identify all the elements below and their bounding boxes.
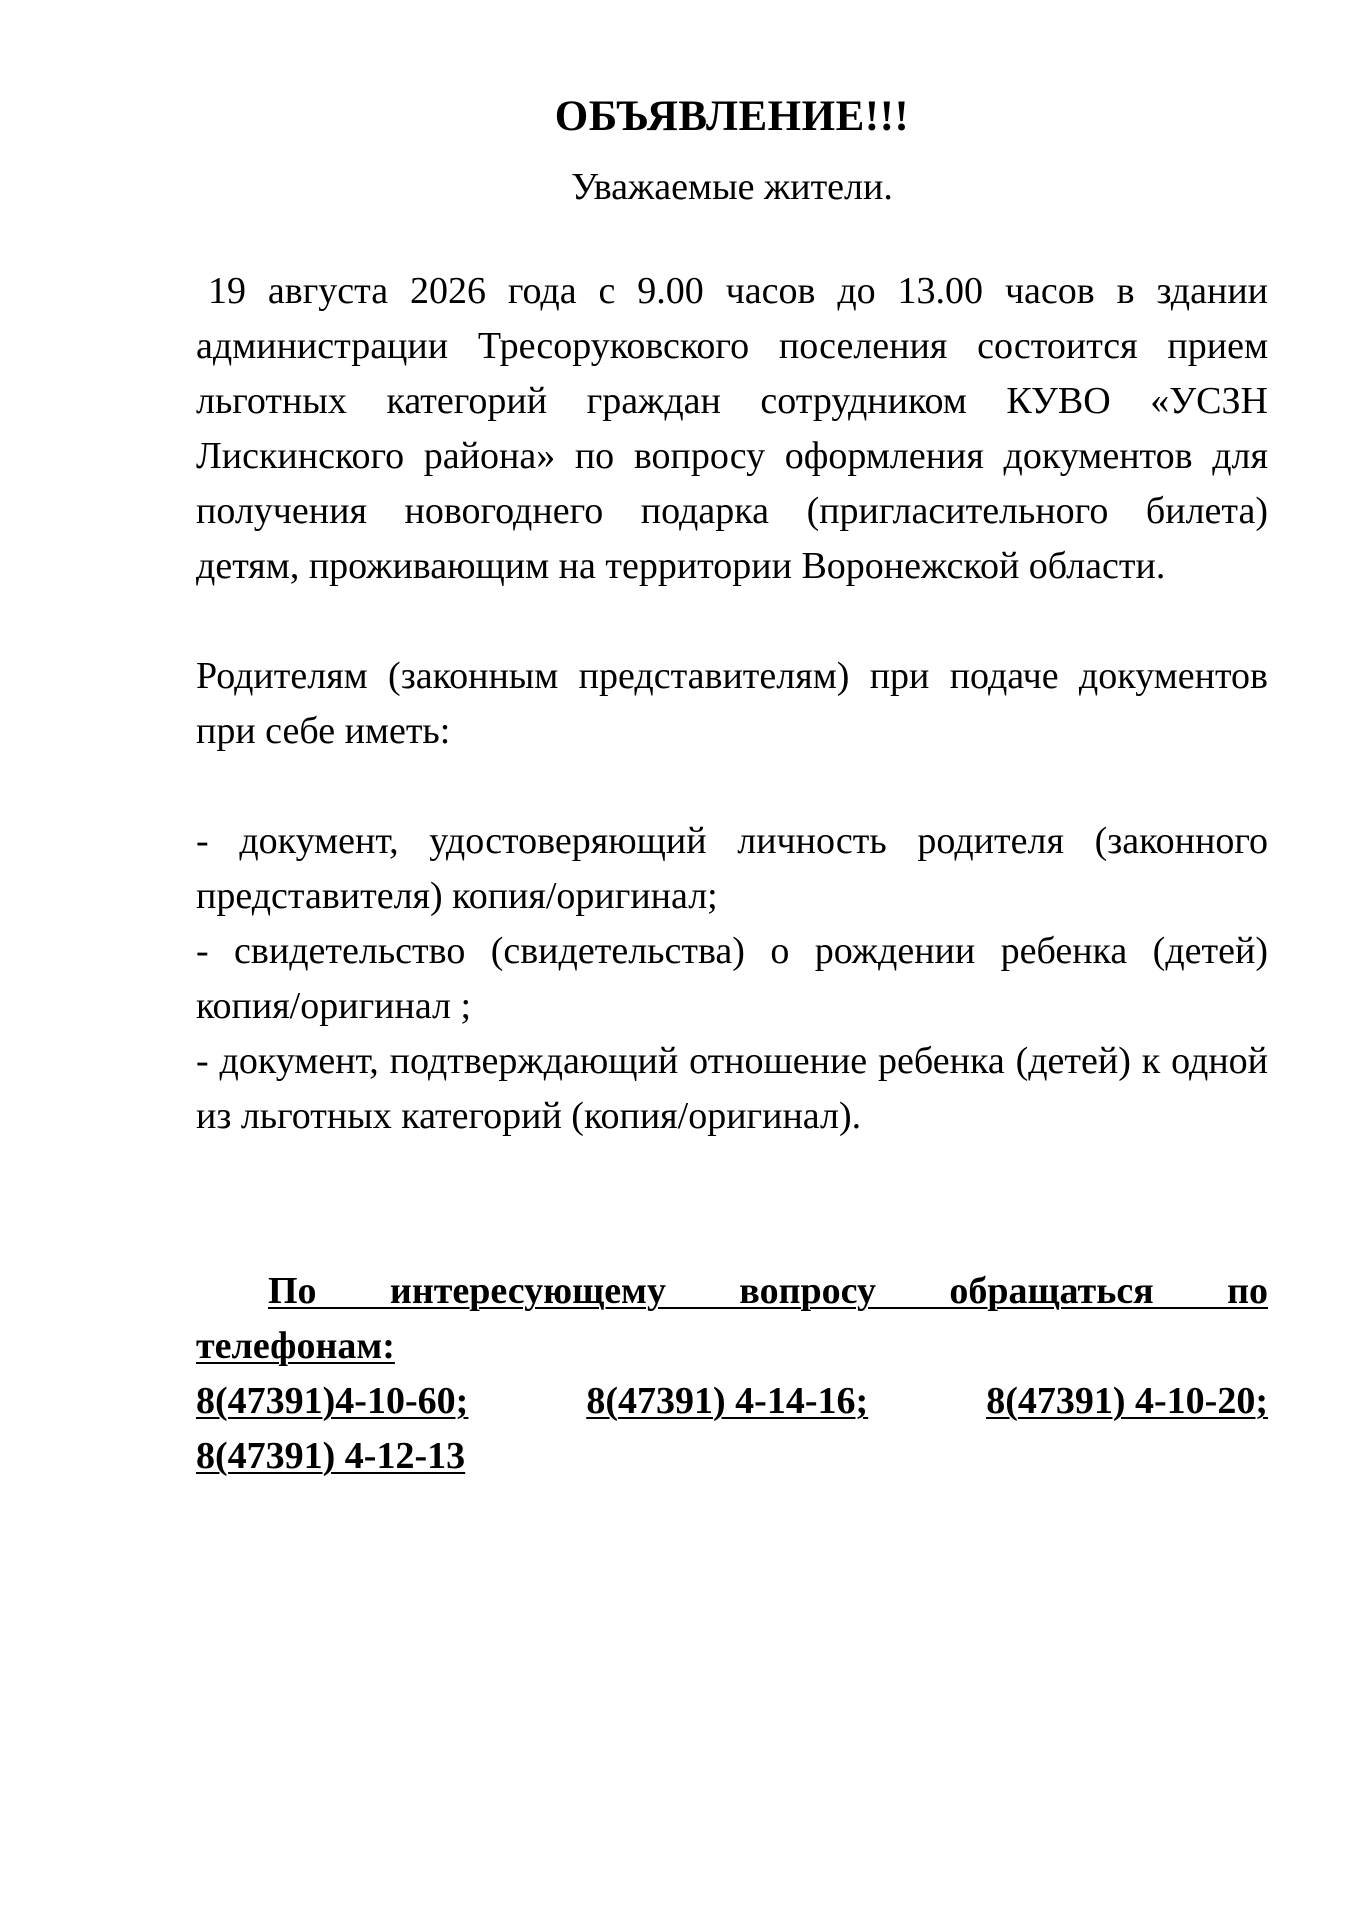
document-body [196, 82, 1268, 1484]
announcement-title: ОБЪЯВЛЕНИЕ!!! [554, 93, 910, 140]
phone-list-continued [196, 1429, 1268, 1484]
phone-number: 8(47391)4-10-60; [196, 1380, 469, 1422]
contacts-block [196, 1264, 1268, 1484]
phone-number: 8(47391) 4-14-16; [586, 1380, 869, 1422]
contacts-intro-continued: телефонам: [196, 1325, 395, 1367]
phone-number: 8(47391) 4-10-20; [986, 1380, 1268, 1422]
list-item: - документ, удостоверяющий личность родителя (законного представителя) копия/оригинал; [196, 820, 1268, 917]
parents-note: Родителям (законным представителям) при подаче документов при себе иметь: [196, 655, 1268, 752]
list-item: - документ, подтверждающий отношение ребенка (детей) к одной из льготных категорий (копия/оригинал). [196, 1040, 1268, 1137]
greeting: Уважаемые жители. [571, 166, 893, 208]
contacts-intro: По интересующему вопросу обращаться по [268, 1270, 1268, 1312]
announcement-paragraph: 19 августа 2026 года с 9.00 часов до 13.00 часов в здании администрации Тресоруковского поселения состоится прием льготных категорий граждан сотрудником КУВО «УСЗН Лискинского района» по вопросу оформления документов для получения новогоднего подарка (пригласительного билета) детям, проживающим на территории Воронежской области. [196, 270, 1268, 587]
phone-list [196, 1374, 1268, 1429]
required-documents-list [196, 814, 1268, 1144]
phone-number: 8(47391) 4-12-13 [196, 1435, 466, 1477]
list-item: - свидетельство (свидетельства) о рождении ребенка (детей) копия/оригинал ; [196, 930, 1268, 1027]
